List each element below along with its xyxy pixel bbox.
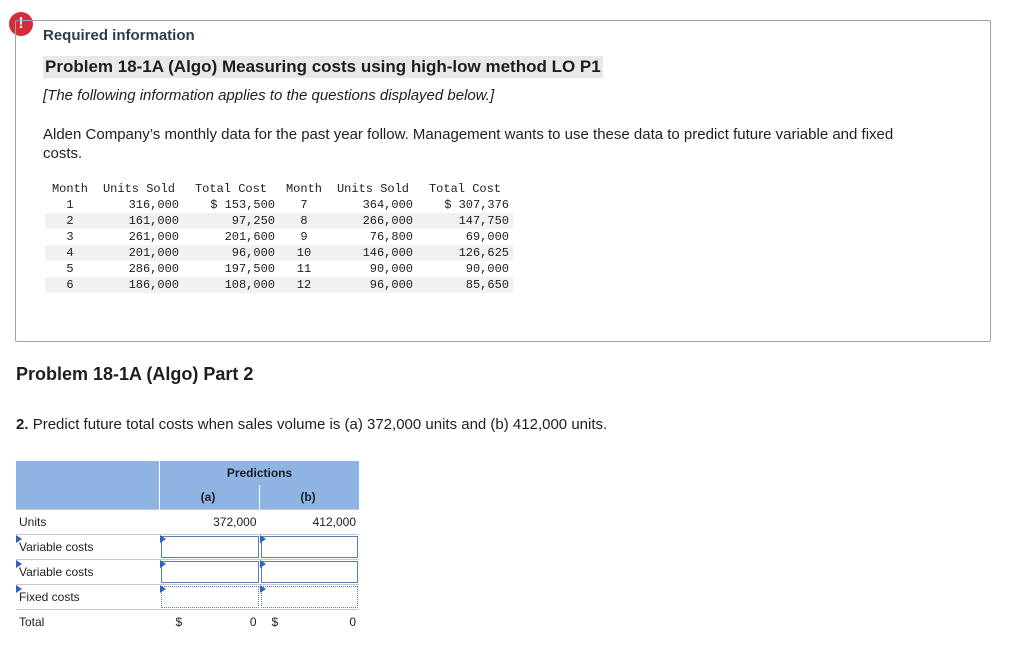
col-header: Month <box>285 182 322 196</box>
total-a-currency: $ <box>175 615 183 629</box>
variable-costs-select-2[interactable]: Variable costs <box>16 560 160 585</box>
total-a-value: 0 <box>249 615 257 629</box>
table-cell: 2 <box>45 213 95 229</box>
table-cell: 201,000 <box>95 245 183 261</box>
table-cell: 316,000 <box>128 198 179 212</box>
table-cell: 3 <box>66 230 74 244</box>
variable-costs-b-input-2[interactable] <box>261 561 359 583</box>
col-header: Month <box>51 182 88 196</box>
table-cell: 10 <box>279 245 329 261</box>
table-cell: 8 <box>279 213 329 229</box>
table-cell: 147,750 <box>417 213 513 229</box>
fixed-costs-select[interactable]: Fixed costs <box>16 585 160 610</box>
info-note: [The following information applies to the questions displayed below.] <box>43 87 495 104</box>
table-cell: 1 <box>66 198 74 212</box>
table-cell: 126,625 <box>417 245 513 261</box>
table-cell: 286,000 <box>128 262 179 276</box>
table-cell: 90,000 <box>369 262 413 276</box>
question-body: Predict future total costs when sales volume is (a) 372,000 units and (b) 412,000 units. <box>32 416 608 433</box>
table-cell: 146,000 <box>329 245 417 261</box>
table-row <box>45 277 513 293</box>
table-cell: 96,000 <box>329 277 417 293</box>
table-row <box>45 213 513 229</box>
table-cell: 9 <box>300 230 308 244</box>
fixed-costs-b-input[interactable] <box>261 586 359 608</box>
problem-title: Problem 18-1A (Algo) Measuring costs using high-low method LO P1 <box>45 57 601 76</box>
part-title: Problem 18-1A (Algo) Part 2 <box>16 364 254 384</box>
col-b-header: (b) <box>260 485 360 510</box>
total-b-currency: $ <box>271 615 279 629</box>
variable-costs-a-input-2[interactable] <box>161 561 259 583</box>
col-header: Total Cost <box>428 182 501 196</box>
table-cell: 96,000 <box>183 245 279 261</box>
variable-costs-b-input-1[interactable] <box>261 536 359 558</box>
table-cell: 69,000 <box>465 230 509 244</box>
table-cell: 364,000 <box>362 198 413 212</box>
variable-costs-a-input-1[interactable] <box>161 536 259 558</box>
required-information-heading: Required information <box>43 27 195 44</box>
table-cell: 186,000 <box>95 277 183 293</box>
table-header-row <box>45 181 513 197</box>
table-cell: 161,000 <box>95 213 183 229</box>
question-number: 2. <box>16 416 29 433</box>
table-cell: $ 153,500 <box>210 198 275 212</box>
fixed-costs-a-input[interactable] <box>161 586 259 608</box>
col-a-header: (a) <box>160 485 260 510</box>
table-cell: 97,250 <box>183 213 279 229</box>
table-cell: 261,000 <box>128 230 179 244</box>
table-cell: 4 <box>45 245 95 261</box>
predictions-table <box>16 461 359 634</box>
table-cell: 201,600 <box>224 230 275 244</box>
table-row <box>45 261 513 277</box>
table-row <box>45 245 513 261</box>
table-cell: $ 307,376 <box>444 198 509 212</box>
total-b-cell <box>260 610 360 635</box>
total-a-cell <box>160 610 260 635</box>
table-cell: 6 <box>45 277 95 293</box>
col-header: Units Sold <box>336 182 409 196</box>
table-cell: 11 <box>296 262 312 276</box>
total-label: Total <box>16 610 160 635</box>
table-cell: 197,500 <box>224 262 275 276</box>
variable-costs-select-1[interactable]: Variable costs <box>16 535 160 560</box>
question-text <box>16 416 607 433</box>
table-cell: 76,800 <box>369 230 413 244</box>
alert-icon: ! <box>9 12 33 36</box>
total-b-value: 0 <box>349 615 356 629</box>
units-b-value: 412,000 <box>260 510 360 535</box>
table-cell: 7 <box>300 198 308 212</box>
monthly-data-table <box>45 181 513 293</box>
table-cell: 85,650 <box>417 277 513 293</box>
col-header: Total Cost <box>194 182 267 196</box>
units-a-value: 372,000 <box>160 510 260 535</box>
table-cell: 266,000 <box>329 213 417 229</box>
problem-description: Alden Company’s monthly data for the past year follow. Management wants to use these data to predict future variable and fixed costs. <box>43 126 894 162</box>
table-cell: 12 <box>279 277 329 293</box>
table-row <box>45 197 513 213</box>
col-header: Units Sold <box>102 182 175 196</box>
table-cell: 90,000 <box>465 262 509 276</box>
predictions-header: Predictions <box>160 461 360 485</box>
table-cell: 108,000 <box>183 277 279 293</box>
table-row <box>45 229 513 245</box>
table-cell: 5 <box>66 262 74 276</box>
units-label: Units <box>16 510 160 535</box>
